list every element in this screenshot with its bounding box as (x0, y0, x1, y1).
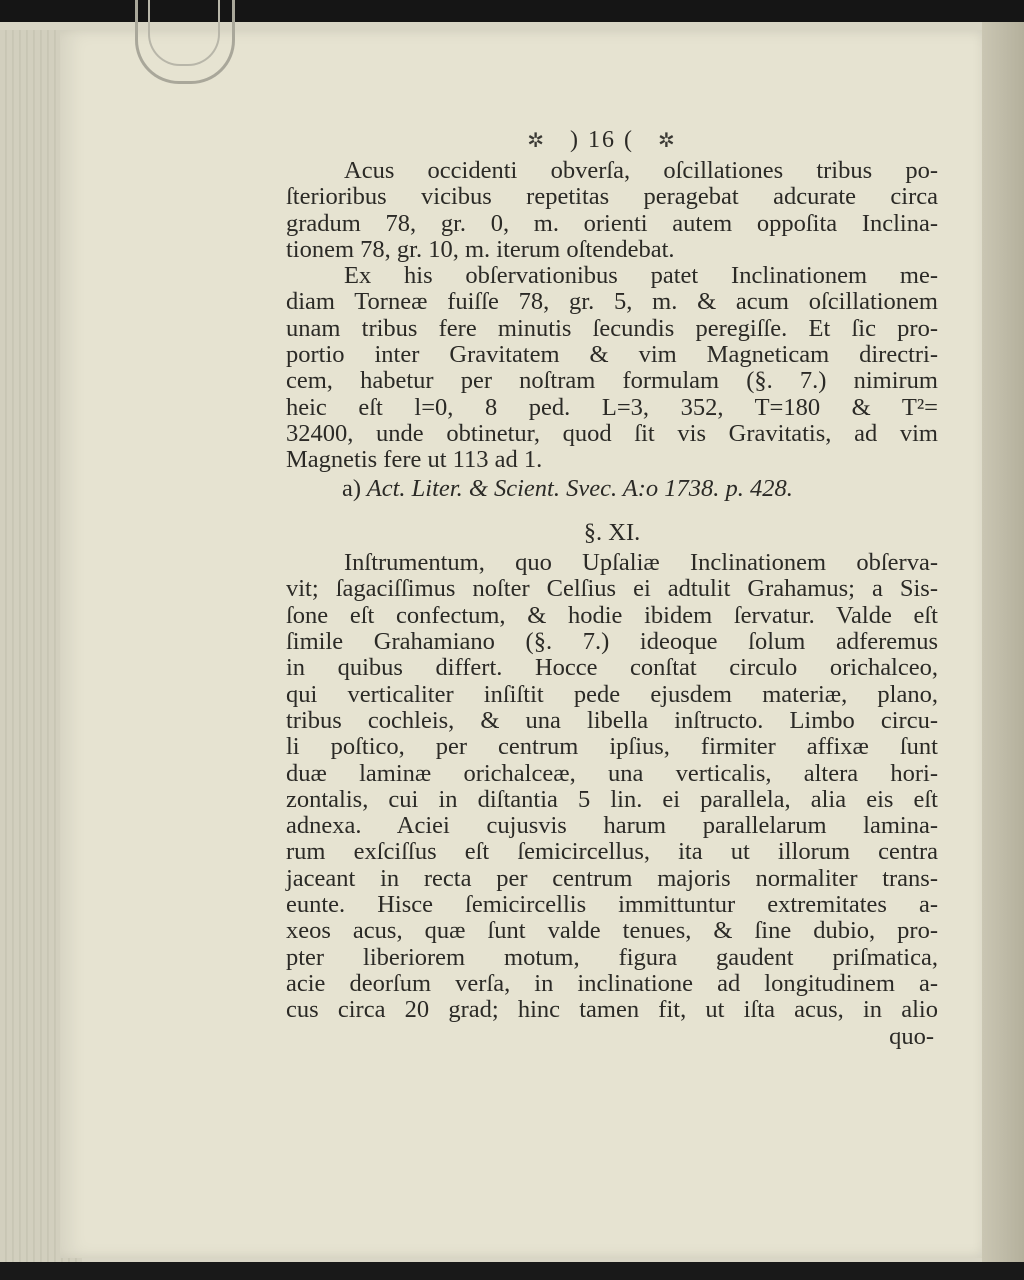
text-line: jaceant in recta per centrum majoris normaliter trans- (286, 864, 938, 892)
text-line: acie deorſum verſa, in inclinatione ad longitudinem a- (286, 969, 938, 997)
section-heading: §. XI. (583, 518, 641, 546)
paragraph-3 (286, 550, 938, 1023)
text-line: qui verticaliter inſiſtit pede ejusdem materiæ, plano, (286, 680, 938, 708)
text-line: tionem 78, gr. 10, m. iterum oſtendebat. (286, 235, 675, 263)
text-line: cus circa 20 grad; hinc tamen fit, ut iſta acus, in alio (286, 996, 938, 1024)
text-line: duæ laminæ orichalceæ, una verticalis, altera hori- (286, 759, 938, 787)
ornament-right-icon: ✲ (657, 130, 677, 152)
text-line: in quibus differt. Hocce conſtat circulo orichalceo, (286, 654, 938, 682)
text-line: eunte. Hisce ſemicircellis immittuntur extremitates a- (286, 891, 938, 919)
text-line: li poſtico, per centrum ipſius, firmiter affixæ ſunt (286, 733, 938, 761)
footnote-text: Act. Liter. & Scient. Svec. A:o 1738. p. 428. (366, 474, 793, 502)
text-line: zontalis, cui in diſtantia 5 lin. ei parallela, alia eis eſt (286, 785, 938, 813)
text-line: tribus cochleis, & una libella inſtructo. Limbo circu- (286, 706, 938, 734)
page-number: ) 16 ( (570, 127, 634, 153)
running-header (266, 122, 938, 158)
text-line: 32400, unde obtinetur, quod ſit vis Gravitatis, ad vim (286, 419, 938, 447)
text-line: Ex his obſervationibus patet Inclinationem me- (344, 262, 938, 290)
page-clip-inner (148, 0, 220, 66)
bottom-background (0, 1262, 1024, 1280)
paragraph-2 (286, 263, 938, 473)
text-line: gradum 78, gr. 0, m. orienti autem oppoſita Inclina- (286, 209, 938, 237)
page-text (286, 122, 938, 1050)
paragraph-1 (286, 158, 938, 263)
text-line: rum exſciſſus eſt ſemicircellus, ita ut illorum centra (286, 838, 938, 866)
text-line: cem, habetur per noſtram formulam (§. 7.) nimirum (286, 367, 938, 395)
text-line: Acus occidenti obverſa, oſcillationes tribus po- (344, 157, 938, 184)
text-line: vit; ſagaciſſimus noſter Celſius ei adtulit Grahamus; a Sis- (286, 575, 938, 603)
page-gutter-edge (982, 22, 1024, 1272)
text-line: xeos acus, quæ ſunt valde tenues, & ſine dubio, pro- (286, 917, 938, 945)
text-line: diam Torneæ fuiſſe 78, gr. 5, m. & acum oſcillationem (286, 288, 938, 316)
text-line: ſimile Grahamiano (§. 7.) ideoque ſolum adferemus (286, 628, 938, 656)
text-line: Inſtrumentum, quo Upſaliæ Inclinationem obſerva- (344, 549, 938, 577)
text-line: unam tribus fere minutis ſecundis peregiſſe. Et ſic pro- (286, 314, 938, 342)
footnote-marker: a) (342, 474, 362, 502)
footnote (286, 476, 938, 502)
text-line: heic eſt l=0, 8 ped. L=3, 352, T=180 & T²= (286, 393, 938, 421)
ornament-left-icon: ✲ (527, 130, 546, 152)
text-line: ſone eſt confectum, & hodie ibidem ſervatur. Valde eſt (286, 601, 938, 629)
catchword: quo- (889, 1022, 934, 1050)
text-line: pter liberiorem motum, figura gaudent priſmatica, (286, 943, 938, 971)
text-line: ſterioribus vicibus repetitas peragebat adcurate circa (286, 183, 938, 211)
text-line: portio inter Gravitatem & vim Magneticam directri- (286, 341, 938, 369)
text-line: adnexa. Aciei cujusvis harum parallelarum lamina- (286, 812, 938, 840)
text-line: Magnetis fere ut 113 ad 1. (286, 446, 543, 474)
